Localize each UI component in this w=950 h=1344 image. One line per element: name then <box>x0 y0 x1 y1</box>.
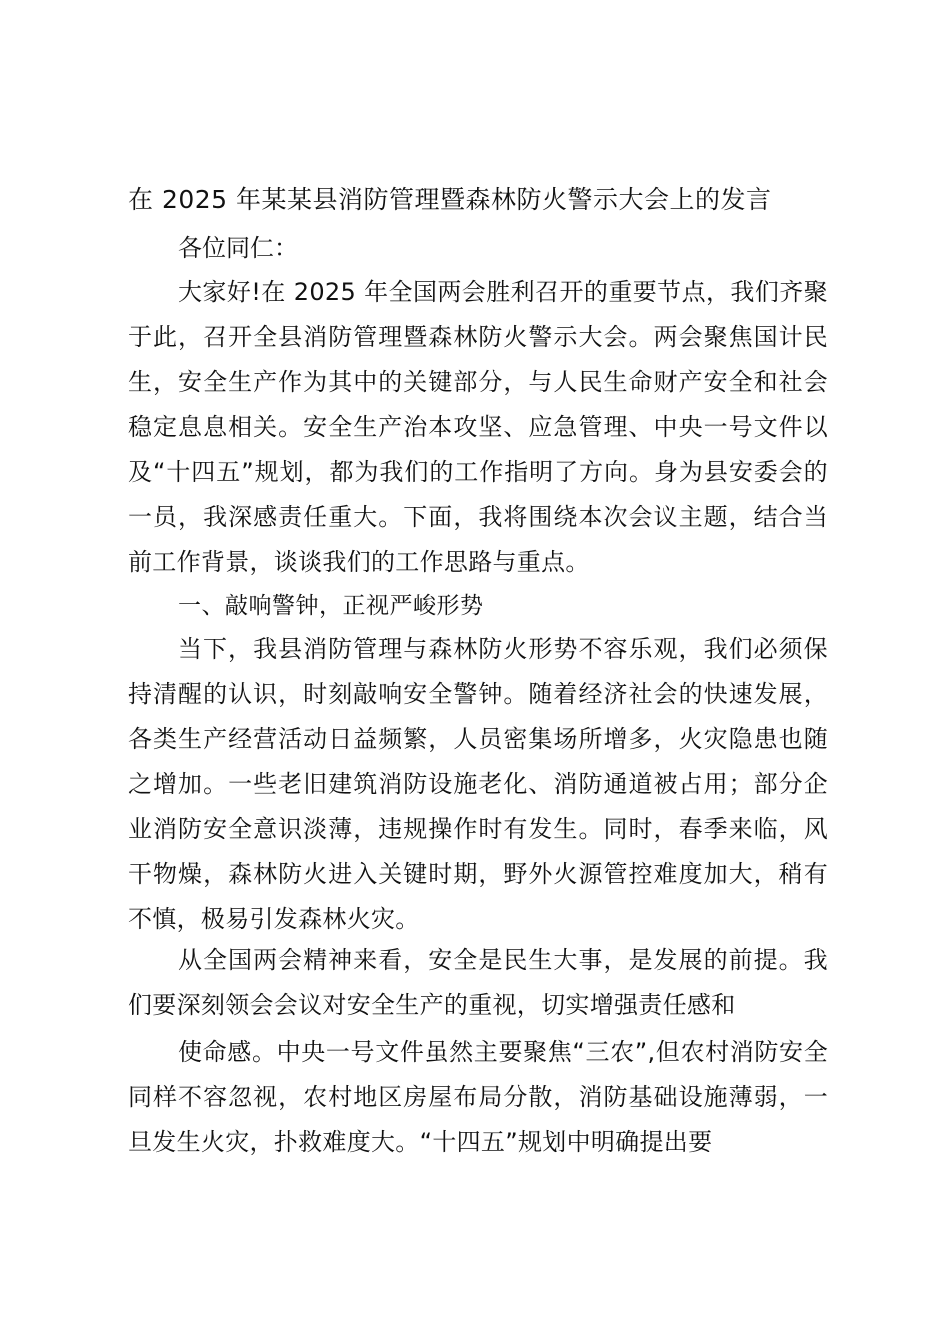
greeting: 各位同仁： <box>178 234 298 262</box>
paragraph-intro: 大家好!在 2025 年全国两会胜利召开的重要节点，我们齐聚于此，召开全县消防管理暨森林防火警示大会。两会聚焦国计民生，安全生产作为其中的关键部分，与人民生命财产安全和社会稳定息息相关。安全生产治本攻坚、应急管理、中央一号文件以及“十四五”规划，都为我们的工作指明了方向。身为县安委会的一员，我深感责任重大。下面，我将围绕本次会议主题，结合当前工作背景，谈谈我们的工作思路与重点。 <box>128 278 828 576</box>
paragraph-rural: 使命感。中央一号文件虽然主要聚焦“三农”,但农村消防安全同样不容忽视，农村地区房屋布局分散，消防基础设施薄弱，一旦发生火灾，扑救难度大。“十四五”规划中明确提出要 <box>128 1038 828 1156</box>
document-title: 在 2025 年某某县消防管理暨森林防火警示大会上的发言 <box>128 185 772 214</box>
paragraph-situation: 当下，我县消防管理与森林防火形势不容乐观，我们必须保持清醒的认识，时刻敲响安全警钟。随着经济社会的快速发展，各类生产经营活动日益频繁，人员密集场所增多，火灾隐患也随之增加。一些老旧建筑消防设施老化、消防通道被占用；部分企业消防安全意识淡薄，违规操作时有发生。同时，春季来临，风干物燥，森林防火进入关键时期，野外火源管控难度加大，稍有不慎，极易引发森林火灾。 <box>128 635 828 933</box>
section-heading-1: 一、敲响警钟，正视严峻形势 <box>178 593 484 619</box>
paragraph-spirit: 从全国两会精神来看，安全是民生大事，是发展的前提。我们要深刻领会会议对安全生产的重视，切实增强责任感和 <box>128 946 828 1019</box>
